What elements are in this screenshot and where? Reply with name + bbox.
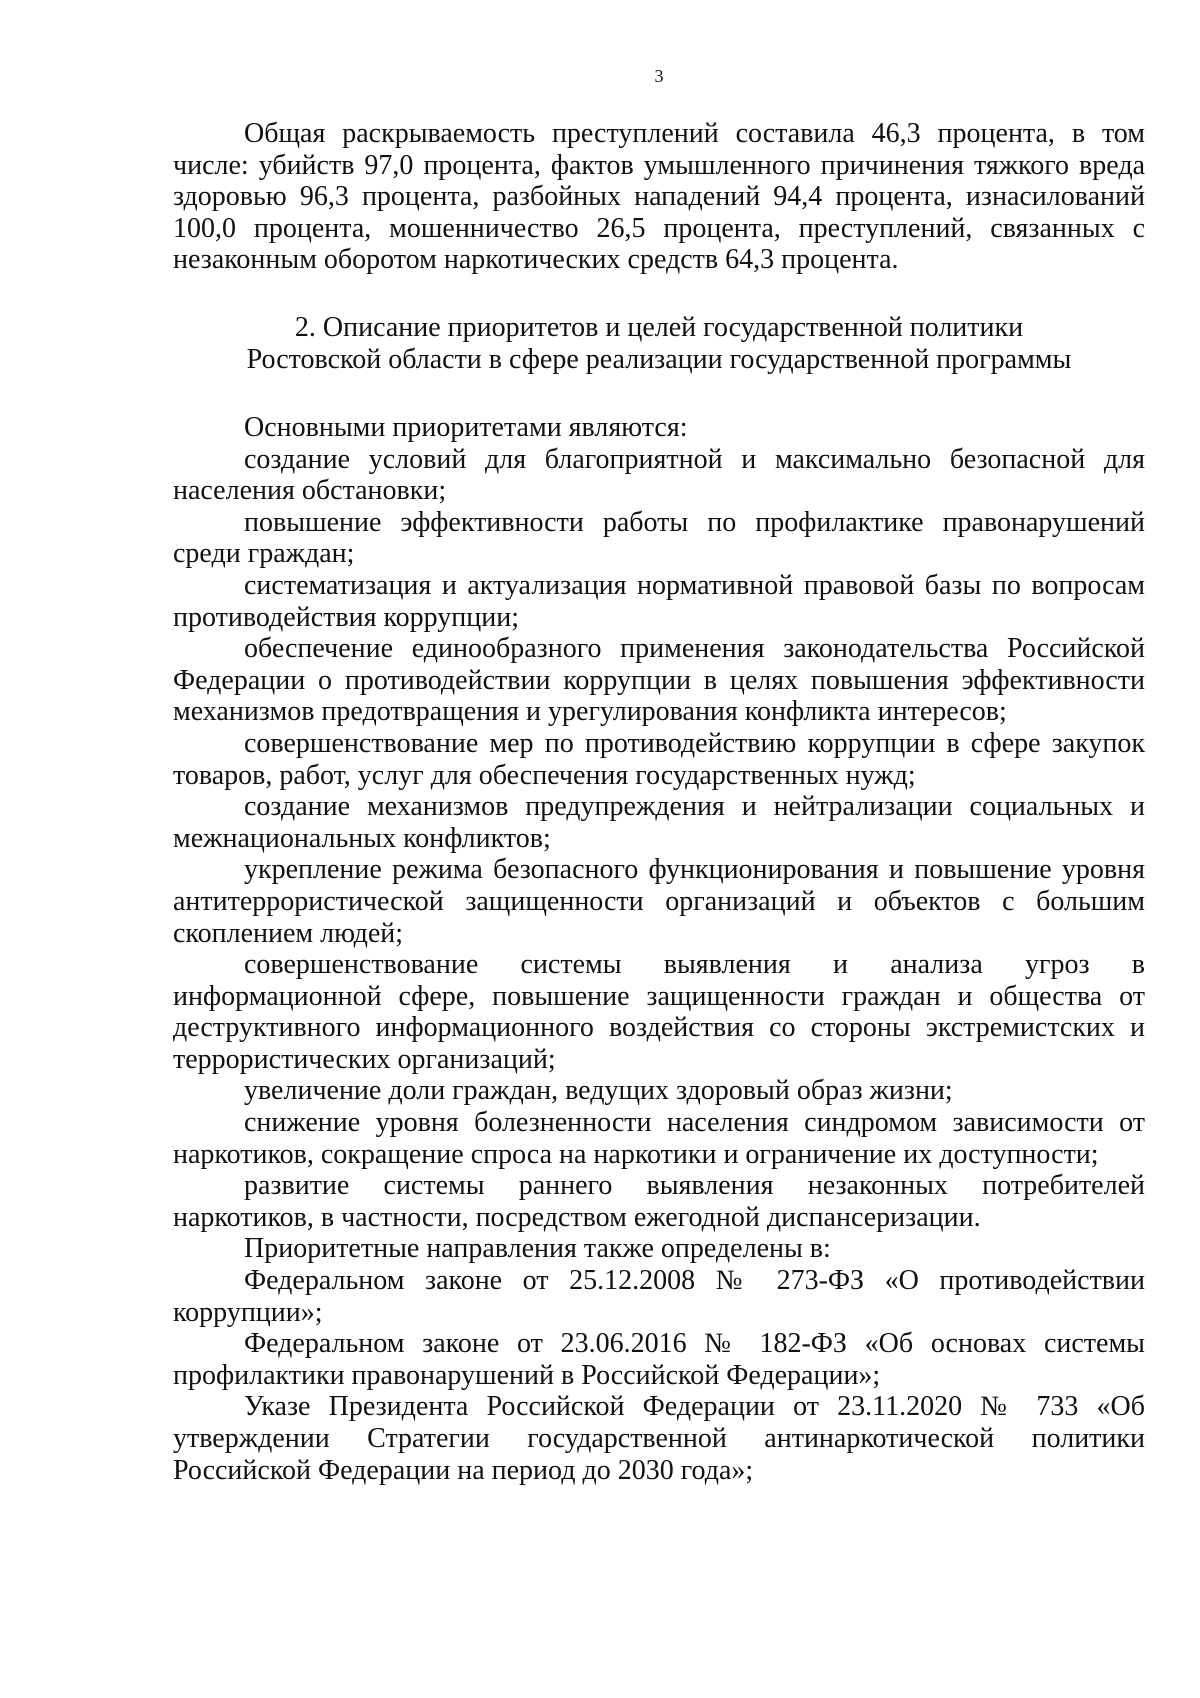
section-heading xyxy=(173,312,1145,375)
priority-item: развитие системы раннего выявления незаконных потребителей наркотиков, в частности, посредством ежегодной диспансеризации. xyxy=(173,1170,1145,1233)
direction-item: Федеральном законе от 25.12.2008 № 273-ФЗ «О противодействии коррупции»; xyxy=(173,1265,1145,1328)
priority-item: увеличение доли граждан, ведущих здоровый образ жизни; xyxy=(244,1075,953,1107)
direction-item: Указе Президента Российской Федерации от 23.11.2020 № 733 «Об утверждении Стратегии государственной антинаркотической политики Российской Федерации на период до 2030 года»; xyxy=(173,1391,1145,1486)
priorities-block xyxy=(173,412,1145,1486)
crime-clearance-paragraph: Общая раскрываемость преступлений составила 46,3 процента, в том числе: убийств 97,0 процента, фактов умышленного причинения тяжкого вреда здоровью 96,3 процента, разбойных нападений 94,4 процента, изнасилований 100,0 процента, мошенничество 26,5 процента, преступлений, связанных с незаконным оборотом наркотических средств 64,3 процента. xyxy=(173,118,1145,276)
directions-intro: Приоритетные направления также определены в: xyxy=(244,1233,831,1265)
crime-clearance-paragraph-block xyxy=(173,118,1145,276)
priority-item: создание механизмов предупреждения и нейтрализации социальных и межнациональных конфликтов; xyxy=(173,791,1145,854)
page-number: 3 xyxy=(654,66,664,86)
priority-item: систематизация и актуализация нормативной правовой базы по вопросам противодействия коррупции; xyxy=(173,569,1145,633)
section-heading-line-1: 2. Описание приоритетов и целей государственной политики xyxy=(294,312,1024,343)
priorities-intro: Основными приоритетами являются: xyxy=(244,412,688,443)
direction-item: Федеральном законе от 23.06.2016 № 182-ФЗ «Об основах системы профилактики правонарушений в Российской Федерации»; xyxy=(173,1328,1145,1391)
section-heading-line-2: Ростовской области в сфере реализации государственной программы xyxy=(246,343,1072,375)
priority-item: повышение эффективности работы по профилактике правонарушений среди граждан; xyxy=(173,506,1145,570)
priority-item: обеспечение единообразного применения законодательства Российской Федерации о противодействии коррупции в целях повышения эффективности механизмов предотвращения и урегулирования конфликта интересов; xyxy=(173,633,1145,728)
priority-item: совершенствование мер по противодействию коррупции в сфере закупок товаров, работ, услуг для обеспечения государственных нужд; xyxy=(173,727,1145,791)
priority-item: укрепление режима безопасного функционирования и повышение уровня антитеррористической защищенности организаций и объектов с большим скоплением людей; xyxy=(173,854,1145,949)
priority-item: совершенствование системы выявления и анализа угроз в информационной сфере, повышение защищенности граждан и общества от деструктивного информационного воздействия со стороны экстремистских и террористических организаций; xyxy=(173,949,1145,1075)
priority-item: создание условий для благоприятной и максимально безопасной для населения обстановки; xyxy=(173,443,1145,507)
priority-item: снижение уровня болезненности населения синдромом зависимости от наркотиков, сокращение спроса на наркотики и ограничение их доступности; xyxy=(173,1107,1145,1170)
